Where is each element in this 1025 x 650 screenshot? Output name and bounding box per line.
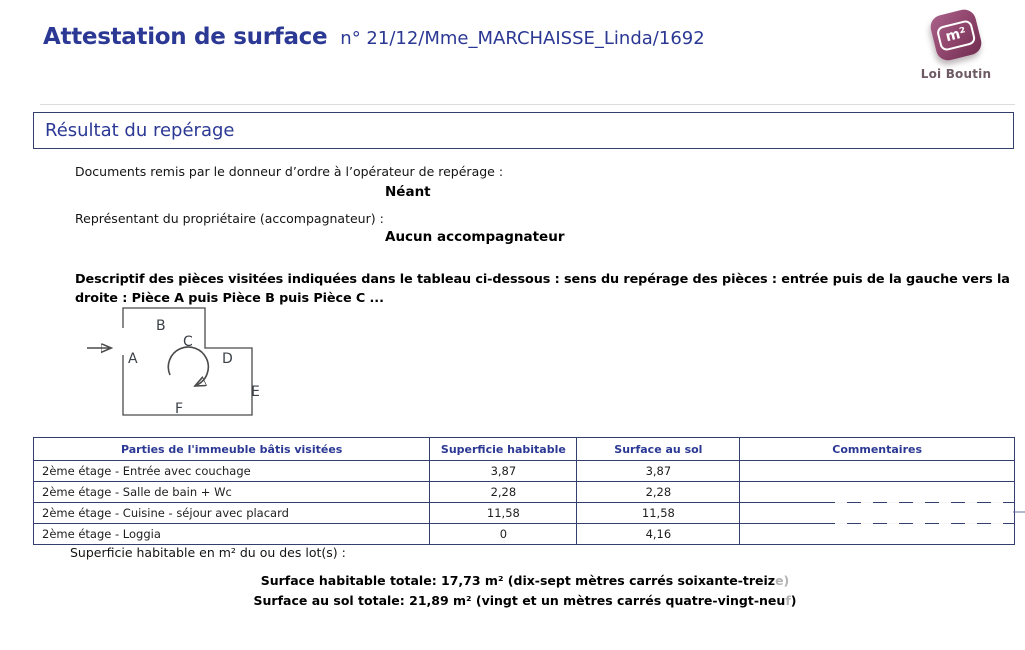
- total-sol-text: Surface au sol totale: 21,89 m² (vingt et un mètres carrés quatre-vingt-neu: [253, 592, 786, 608]
- table-cell: [740, 524, 1015, 545]
- documents-value: Néant: [385, 184, 431, 200]
- total-habitable-line: [35, 571, 1015, 591]
- room-label-b: B: [156, 318, 166, 334]
- room-label-d: D: [222, 351, 233, 367]
- table-cell: 2ème étage - Cuisine - séjour avec placard: [34, 503, 430, 524]
- descriptif-paragraph: Descriptif des pièces visitées indiquées dans le tableau ci-dessous : sens du repérage des pièces : entrée puis de la gauche vers la droite : Pièce A puis Pièce B puis Pièce C ...: [75, 272, 1010, 306]
- rotation-arrow: [168, 347, 208, 385]
- total-sol-faded: f: [785, 592, 791, 608]
- logo-caption: Loi Boutin: [920, 67, 992, 81]
- header: [43, 24, 705, 50]
- table-cell: 2,28: [577, 482, 740, 503]
- room-label-e: E: [251, 384, 260, 400]
- page-title: Attestation de surface: [43, 24, 328, 50]
- rooms-table: [33, 437, 1015, 545]
- table-row: [34, 503, 1015, 524]
- column-header-commentaires: Commentaires: [740, 438, 1015, 461]
- faint-divider: [40, 104, 1015, 105]
- representative-value: Aucun accompagnateur: [385, 229, 565, 245]
- table-cell: 2ème étage - Salle de bain + Wc: [34, 482, 430, 503]
- total-habitable-faded: e): [775, 573, 790, 588]
- table-cell: [740, 461, 1015, 482]
- table-cell: 2ème étage - Entrée avec couchage: [34, 461, 430, 482]
- loi-boutin-logo: [918, 12, 994, 81]
- total-sol-tail: ): [790, 592, 797, 608]
- totals-block: [35, 571, 1015, 610]
- room-label-f: F: [175, 401, 184, 417]
- total-habitable-text: Surface habitable totale: 17,73 m² (dix-sept mètres carrés soixante-treiz: [260, 573, 776, 588]
- table-cell: [740, 482, 1015, 503]
- table-cell: [740, 503, 1015, 524]
- totals-intro: Superficie habitable en m² du ou des lot(s) :: [70, 545, 346, 560]
- table-header-row: [34, 438, 1015, 461]
- table-cell: 4,16: [577, 524, 740, 545]
- documents-label: Documents remis par le donneur d’ordre à l’opérateur de repérage :: [75, 164, 504, 179]
- table-cell: 3,87: [430, 461, 577, 482]
- table-cell: 2,28: [430, 482, 577, 503]
- table-cell: 0: [430, 524, 577, 545]
- document-reference: n° 21/12/Mme_MARCHAISSE_Linda/1692: [340, 28, 705, 49]
- table-row: [34, 524, 1015, 545]
- m2-badge-label: m²: [935, 18, 977, 51]
- table-row: [34, 461, 1015, 482]
- column-header-superficie: Superficie habitable: [430, 438, 577, 461]
- table-cell: 3,87: [577, 461, 740, 482]
- representative-label: Représentant du propriétaire (accompagnateur) :: [75, 211, 384, 226]
- room-label-a: A: [128, 351, 138, 367]
- section-title: Résultat du repérage: [45, 120, 235, 141]
- column-header-surface-sol: Surface au sol: [577, 438, 740, 461]
- room-label-c: C: [183, 334, 193, 350]
- section-header: [33, 112, 1014, 149]
- column-header-parties: Parties de l'immeuble bâtis visitées: [34, 438, 430, 461]
- m2-badge-icon: [928, 7, 984, 63]
- total-sol-line: [35, 591, 1015, 611]
- table-cell: 11,58: [577, 503, 740, 524]
- table-cell: 2ème étage - Loggia: [34, 524, 430, 545]
- table-cell: 11,58: [430, 503, 577, 524]
- table-row: [34, 482, 1015, 503]
- floor-plan-diagram: [80, 303, 275, 421]
